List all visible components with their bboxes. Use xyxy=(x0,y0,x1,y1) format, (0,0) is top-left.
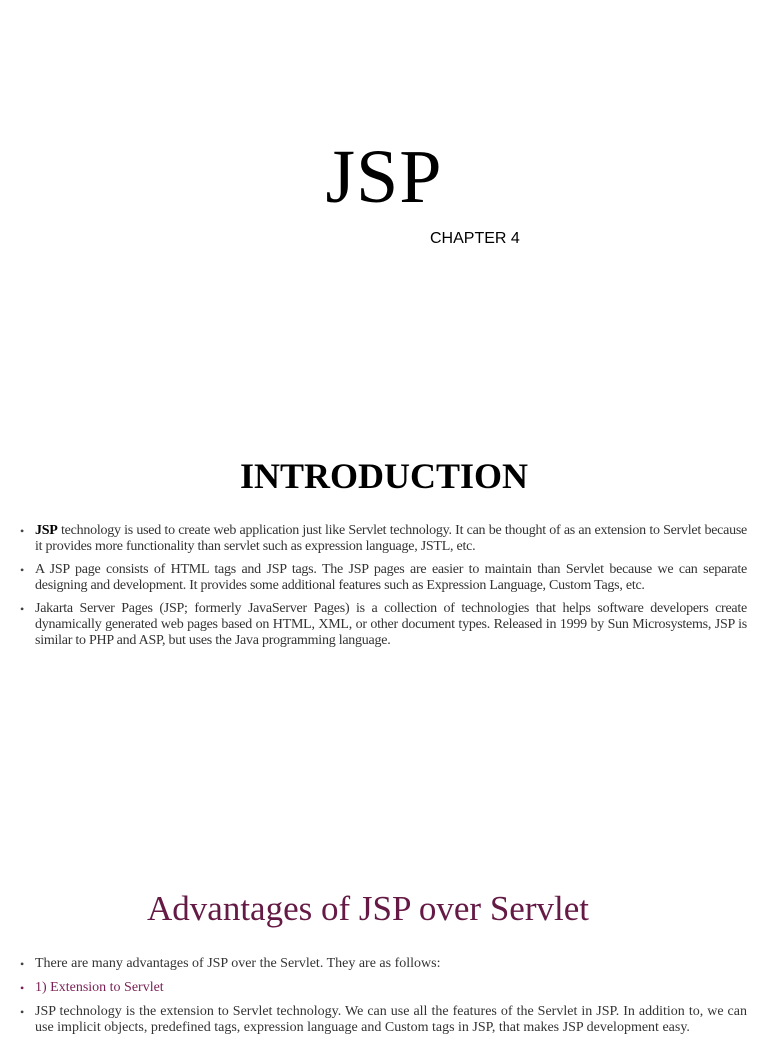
bullet-icon: • xyxy=(20,563,25,577)
bullet-text: JSP technology is the extension to Servlet technology. We can use all the features of the Servlet in JSP. In addition to, we can use implicit objects, predefined tags, expression language and Custom tags in JSP, that makes JSP development easy. xyxy=(35,1004,747,1035)
bullet-icon: • xyxy=(20,602,25,616)
advantages-bullet-list xyxy=(20,956,747,1044)
title-slide xyxy=(0,0,768,420)
bullet-text: technology is used to create web application just like Servlet technology. It can be thought of as an extension to Servlet because it provides more functionality than servlet such as expression language, JSTL, etc. xyxy=(35,523,747,554)
bullet-text: 1) Extension to Servlet xyxy=(35,980,164,995)
bullet-icon: • xyxy=(20,957,25,971)
list-item xyxy=(20,601,747,649)
bullet-text: A JSP page consists of HTML tags and JSP tags. The JSP pages are easier to maintain than Servlet because we can separate designing and development. It provides some additional features such as Expression Language, Custom Tags, etc. xyxy=(35,562,747,593)
list-item xyxy=(20,562,747,594)
slide-title: JSP xyxy=(325,135,443,219)
advantages-slide xyxy=(0,860,768,1035)
bullet-icon: • xyxy=(20,981,25,995)
list-item xyxy=(20,956,747,972)
list-item xyxy=(20,980,747,996)
bullet-icon: • xyxy=(20,1005,25,1019)
introduction-bullet-list xyxy=(20,523,747,656)
list-item xyxy=(20,523,747,555)
advantages-heading: Advantages of JSP over Servlet xyxy=(147,889,589,928)
list-item xyxy=(20,1004,747,1036)
chapter-label: CHAPTER 4 xyxy=(430,230,520,247)
bullet-text: Jakarta Server Pages (JSP; formerly JavaServer Pages) is a collection of technologies that helps software developers create dynamically generated web pages based on HTML, XML, or other document types. Released in 1999 by Sun Microsystems, JSP is similar to PHP and ASP, but uses the Java programming language. xyxy=(35,601,747,648)
introduction-heading: INTRODUCTION xyxy=(239,456,529,496)
introduction-slide xyxy=(0,420,768,860)
bullet-icon: • xyxy=(20,524,25,538)
bullet-text: There are many advantages of JSP over the Servlet. They are as follows: xyxy=(35,956,441,971)
bold-term: JSP xyxy=(35,523,58,538)
